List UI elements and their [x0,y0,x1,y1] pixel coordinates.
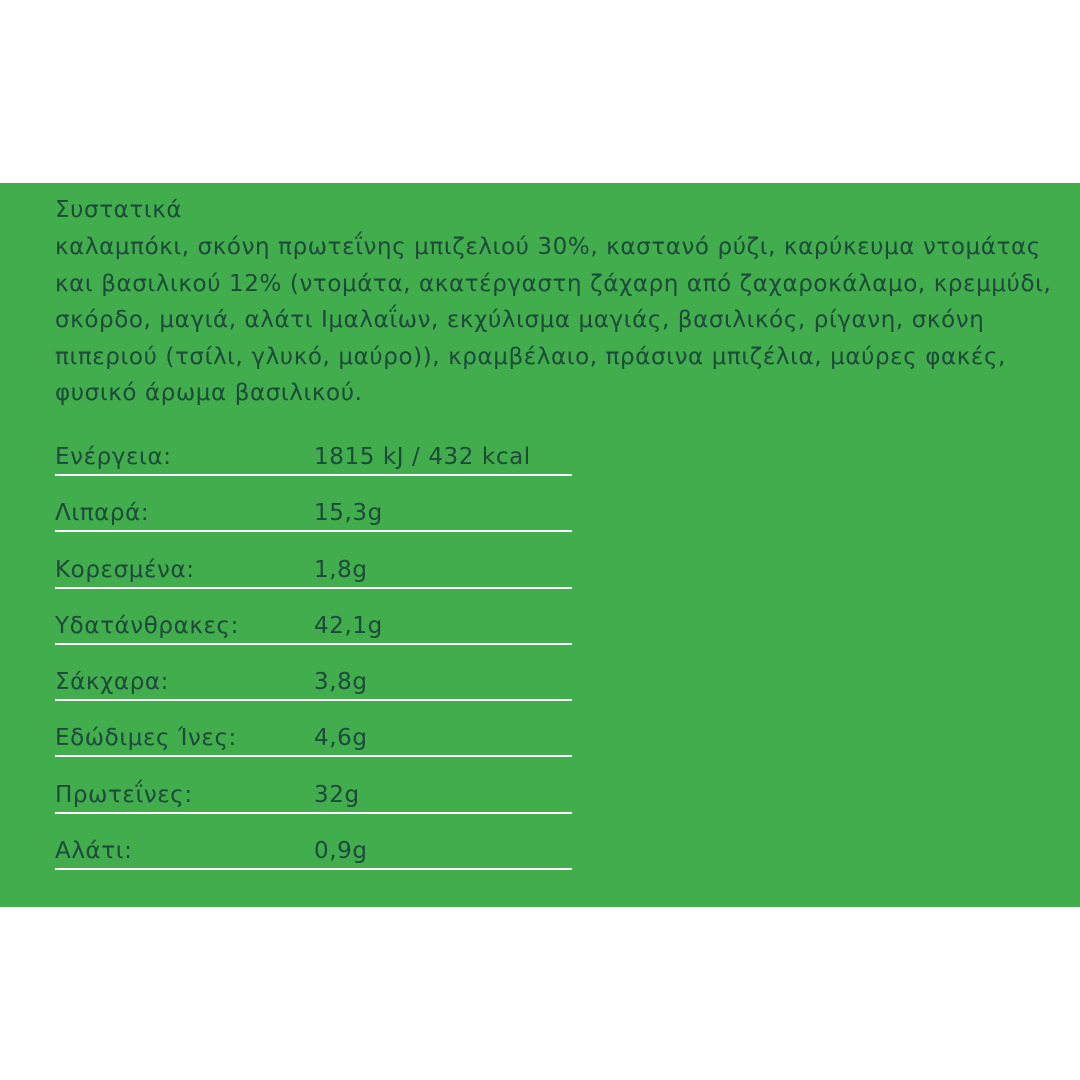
nutrition-label: Αλάτι: [55,838,133,865]
nutrition-label: Υδατάνθρακες: [55,612,240,639]
nutrition-value: 1815 kJ / 432 kcal [314,444,531,470]
nutrition-value: 32g [314,781,360,808]
nutrition-label: Πρωτεΐνες: [55,781,193,808]
nutrition-row-fiber [55,701,572,757]
nutrition-table [55,435,572,870]
nutrition-row-saturated [55,532,572,588]
nutrition-value: 42,1g [314,612,383,639]
ingredients-title: Συστατικά [55,197,183,223]
nutrition-value: 1,8g [314,556,368,583]
nutrition-label: Εδώδιμες Ίνες: [55,725,237,752]
nutrition-label: Ενέργεια: [55,444,172,470]
nutrition-row-energy [55,435,572,476]
nutrition-value: 15,3g [314,500,383,527]
nutrition-label: Κορεσμένα: [55,556,195,583]
nutrition-panel [0,183,1080,907]
nutrition-row-carbohydrates [55,589,572,645]
nutrition-row-salt [55,814,572,870]
ingredients-text: καλαμπόκι, σκόνη πρωτεΐνης μπιζελιού 30%, καστανό ρύζι, καρύκευμα ντομάτας και βασιλικού 12% (ντομάτα, ακατέργαστη ζάχαρη από ζαχαροκάλαμο, κρεμμύδι, σκόρδο, μαγιά, αλάτι Ιμαλαΐων, εκχύλισμα μαγιάς, βασιλικός, ρίγανη, σκόνη πιπεριού (τσίλι, γλυκό, μαύρο)), κραμβέλαιο, πράσινα μπιζέλια, μαύρες φακές, φυσικό άρωμα βασιλικού. [55,234,1052,406]
nutrition-value: 3,8g [314,669,368,696]
nutrition-row-protein [55,757,572,813]
nutrition-row-sugars [55,645,572,701]
nutrition-value: 4,6g [314,725,368,752]
nutrition-label: Σάκχαρα: [55,669,170,696]
nutrition-row-fat [55,476,572,532]
nutrition-label: Λιπαρά: [55,500,150,527]
nutrition-value: 0,9g [314,838,368,865]
